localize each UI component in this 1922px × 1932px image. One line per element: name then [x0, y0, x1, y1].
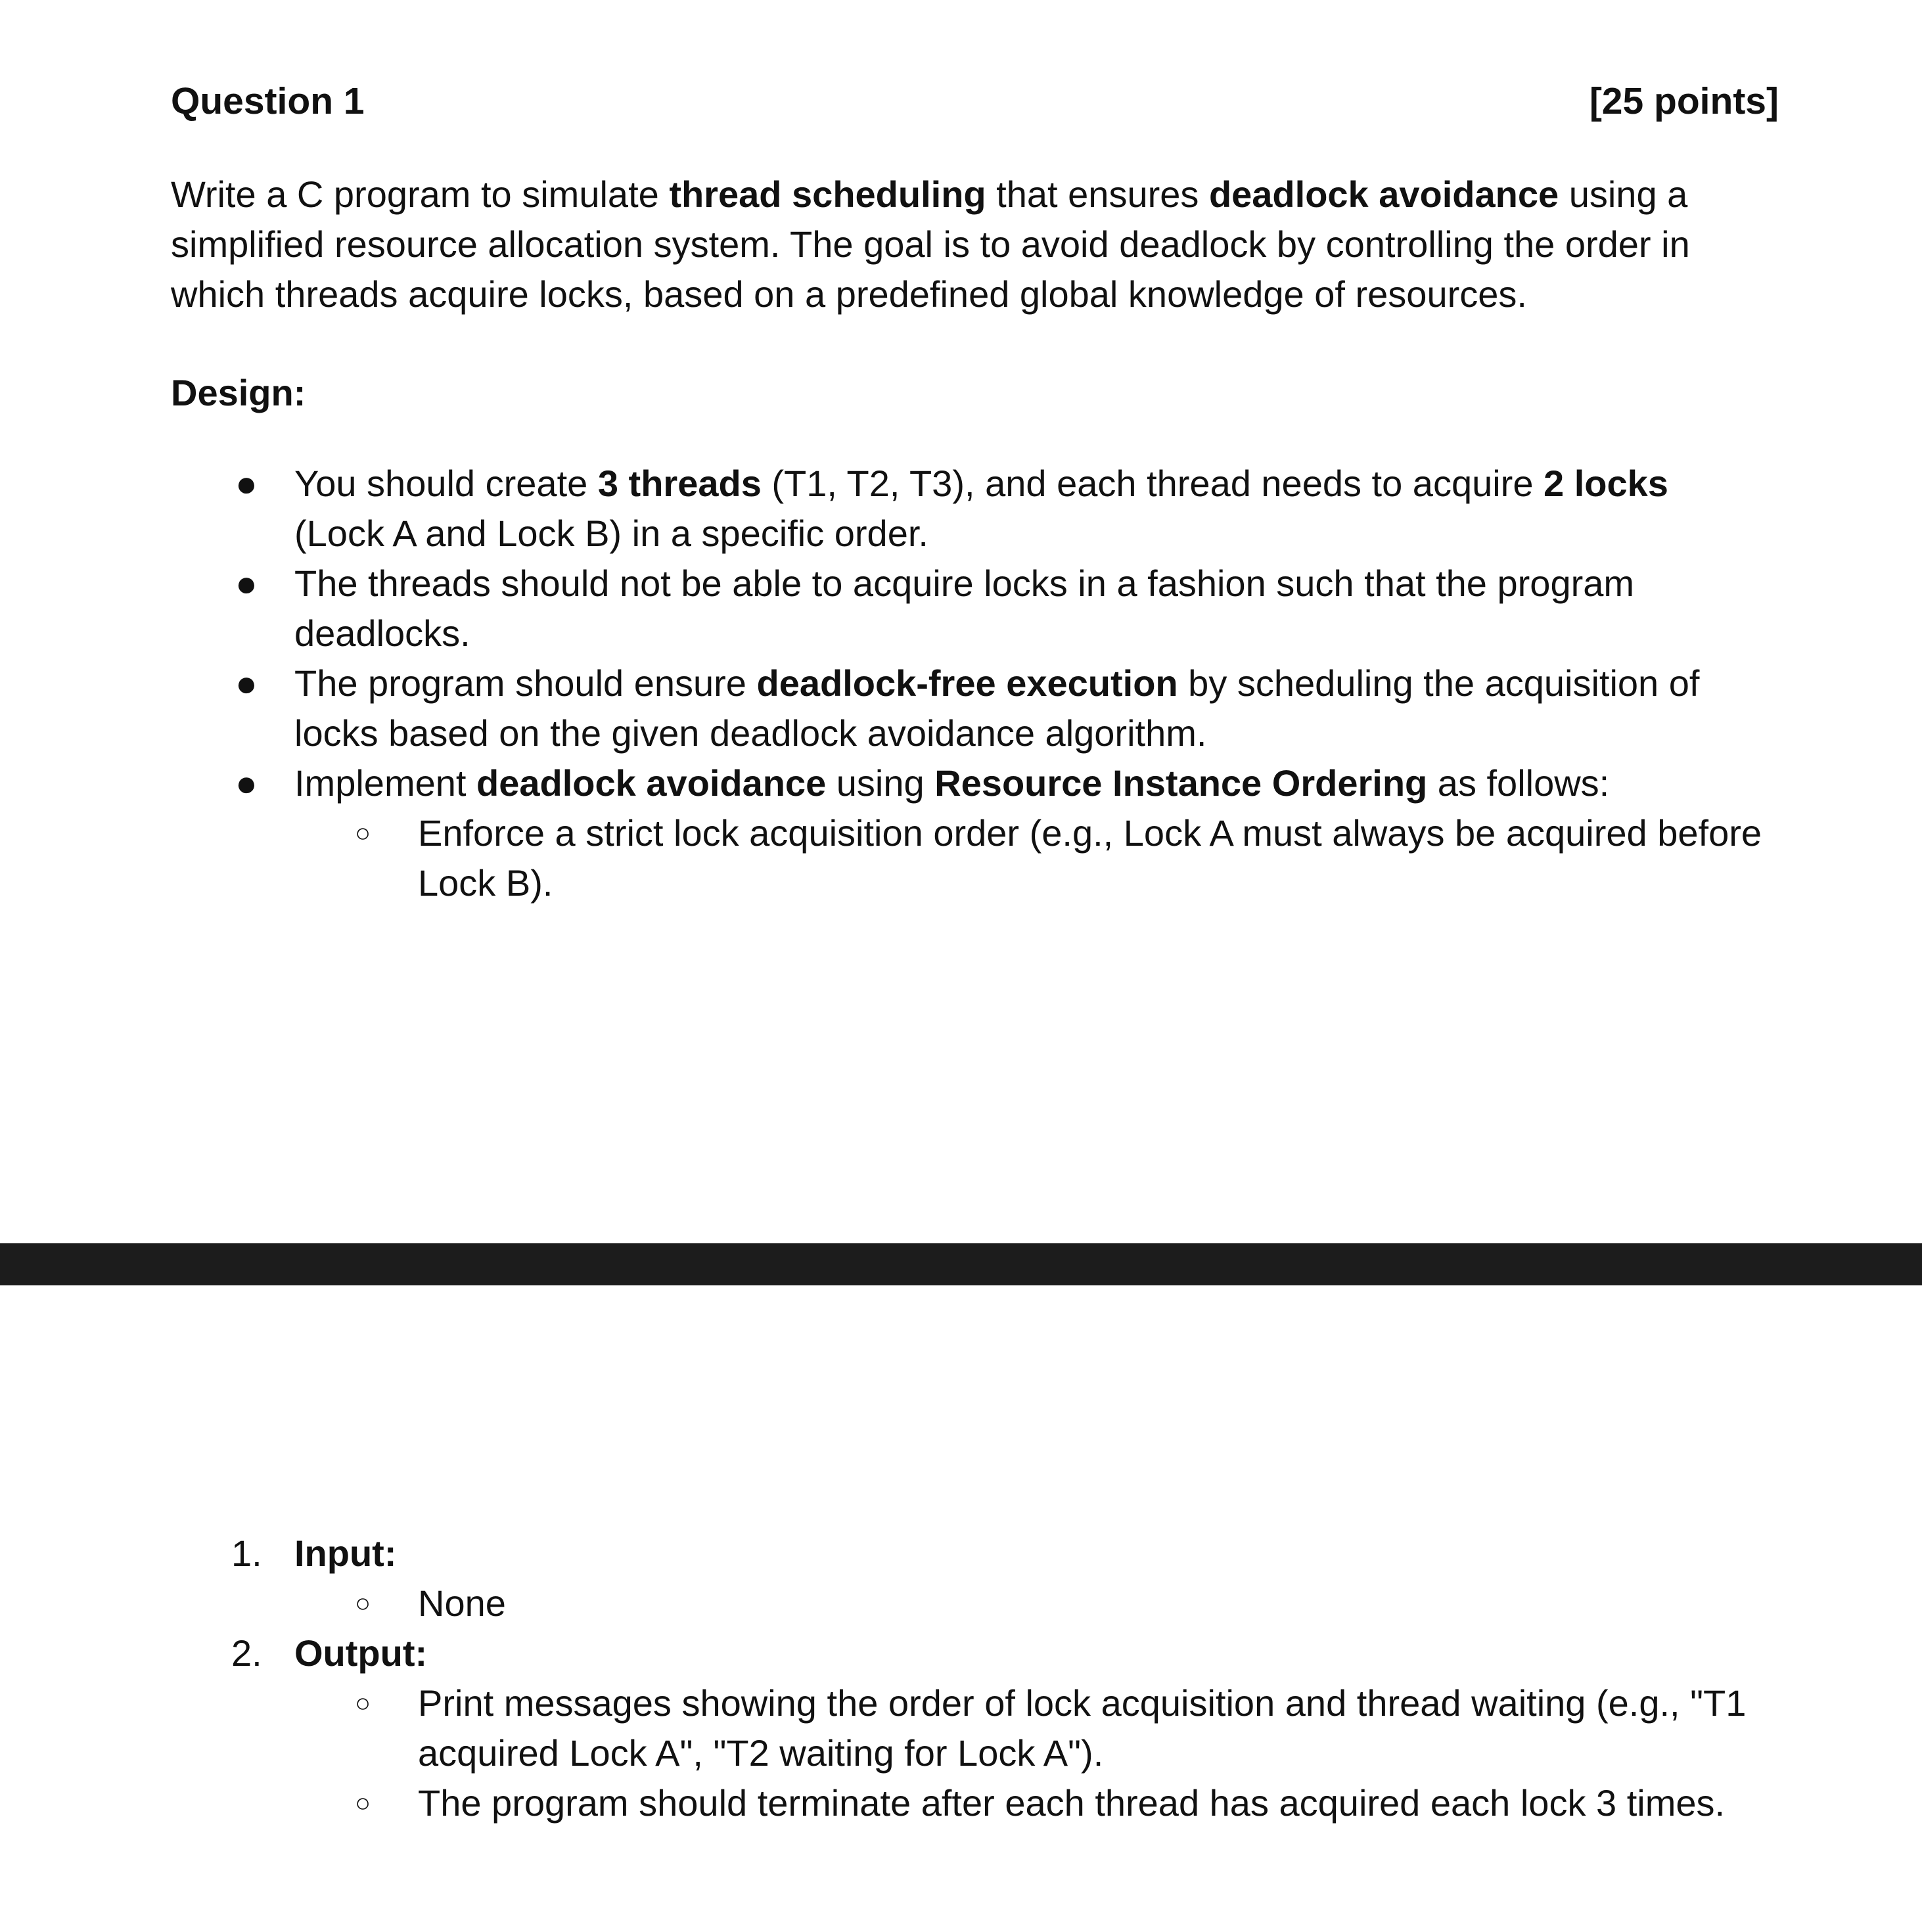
bullet-4-text-2: using — [826, 762, 935, 804]
input-sub-text: None — [418, 1582, 506, 1624]
intro-text-1: Write a C program to simulate — [171, 173, 670, 215]
io-numbered-list — [171, 1529, 1768, 1828]
io-item-output — [171, 1628, 1768, 1678]
bullet-4-bold-1: deadlock avoidance — [476, 762, 827, 804]
output-sub-bullet-2 — [171, 1778, 1768, 1828]
item-number: 2. — [231, 1632, 262, 1674]
output-sub-text-2: The program should terminate after each thread has acquired each lock 3 times. — [418, 1782, 1726, 1824]
sub-bullet-icon: ○ — [355, 819, 371, 848]
bullet-4-text-1: Implement — [294, 762, 476, 804]
output-sub-bullet-1 — [171, 1678, 1768, 1778]
bullet-4-text-3: as follows: — [1427, 762, 1610, 804]
design-heading: Design: — [171, 372, 306, 413]
input-sub-bullet-1 — [171, 1578, 1768, 1628]
sub-bullet-icon: ○ — [355, 1789, 371, 1818]
intro-bold-1: thread scheduling — [669, 173, 986, 215]
bullet-4-bold-2: Resource Instance Ordering — [934, 762, 1428, 804]
bullet-3-text-2: by scheduling the acquisition of locks based on the given deadlock avoidance algorithm. — [294, 662, 1700, 754]
design-bullet-3 — [171, 658, 1768, 758]
sub-bullet-1-text: Enforce a strict lock acquisition order (e.g., Lock A must always be acquired before Lock B). — [418, 812, 1762, 904]
question-title: Question 1 — [171, 80, 365, 122]
design-sub-bullet-1 — [171, 808, 1768, 908]
intro-paragraph — [171, 170, 1761, 319]
output-label: Output: — [294, 1632, 428, 1674]
bullet-icon: ● — [235, 762, 258, 804]
bullet-1-bold-1: 3 threads — [597, 463, 762, 504]
sub-bullet-icon: ○ — [355, 1689, 371, 1718]
bullet-icon: ● — [235, 463, 258, 504]
bullet-1-bold-2: 2 locks — [1544, 463, 1668, 504]
item-number: 1. — [231, 1532, 262, 1574]
dark-divider-band — [0, 1243, 1922, 1285]
output-sub-text-1: Print messages showing the order of lock acquisition and thread waiting (e.g., "T1 acquired Lock A", "T2 waiting for Lock A"). — [418, 1682, 1747, 1774]
bullet-1-text-3: (Lock A and Lock B) in a specific order. — [294, 513, 928, 554]
bullet-icon: ● — [235, 662, 258, 704]
design-bullet-list — [171, 459, 1768, 908]
design-bullet-4 — [171, 758, 1768, 808]
bullet-3-text-1: The program should ensure — [294, 662, 757, 704]
bullet-2-text-1: The threads should not be able to acquire locks in a fashion such that the program deadlocks. — [294, 563, 1635, 654]
input-label: Input: — [294, 1532, 397, 1574]
bullet-1-text-1: You should create — [294, 463, 598, 504]
design-bullet-2 — [171, 559, 1768, 658]
intro-text-3: using a simplified resource allocation system. The goal is to avoid deadlock by controlling the order in which threads acquire locks, based on a predefined global knowledge of resources. — [171, 173, 1690, 315]
design-bullet-1 — [171, 459, 1768, 559]
intro-text-2: that ensures — [986, 173, 1209, 215]
intro-bold-2: deadlock avoidance — [1208, 173, 1559, 215]
io-item-input — [171, 1529, 1768, 1578]
bullet-3-bold-1: deadlock-free execution — [756, 662, 1178, 704]
bullet-icon: ● — [235, 563, 258, 604]
question-points: [25 points] — [1589, 80, 1779, 122]
bullet-1-text-2: (T1, T2, T3), and each thread needs to acquire — [761, 463, 1544, 504]
sub-bullet-icon: ○ — [355, 1589, 371, 1618]
